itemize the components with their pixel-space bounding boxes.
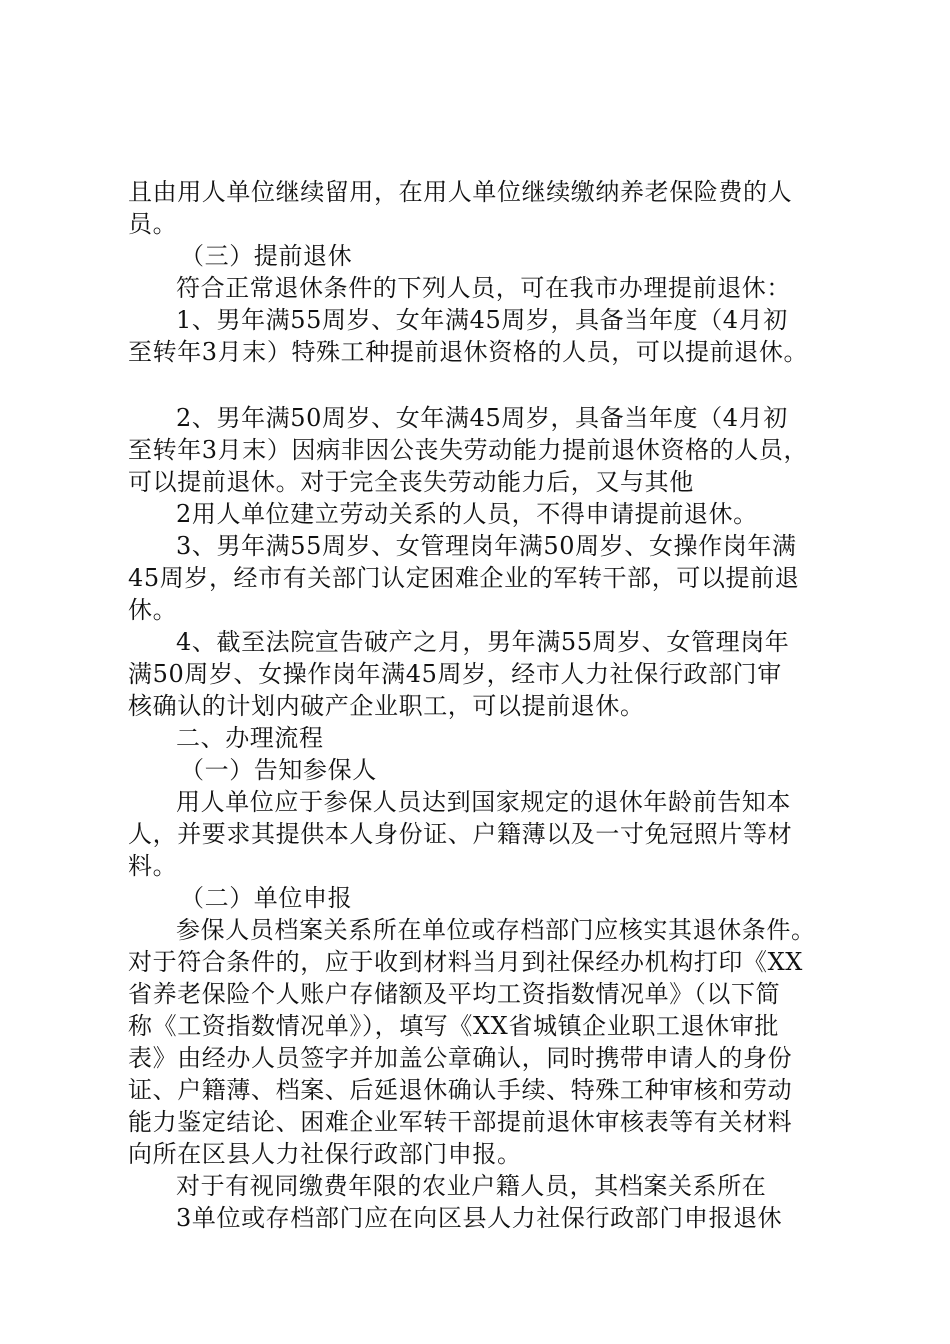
text-line: 至转年3月末）特殊工种提前退休资格的人员，可以提前退休。	[128, 338, 809, 366]
text-line: 省养老保险个人账户存储额及平均工资指数情况单》（以下简	[128, 980, 781, 1008]
list-item: 3、男年满55周岁、女管理岗年满50周岁、女操作岗年满	[176, 532, 797, 560]
list-item: 2、男年满50周岁、女年满45周岁，具备当年度（4月初	[176, 404, 788, 432]
text-line: 至转年3月末）因病非因公丧失劳动能力提前退休资格的人员，	[128, 436, 809, 464]
text-line: 称《工资指数情况单》），填写《XX省城镇企业职工退休审批	[128, 1012, 779, 1040]
text-line: 休。	[128, 596, 178, 624]
text-line: 3单位或存档部门应在向区县人力社保行政部门申报退休	[176, 1204, 783, 1232]
section-heading: （一）告知参保人	[180, 756, 377, 784]
text-line: 符合正常退休条件的下列人员，可在我市办理提前退休：	[176, 274, 791, 302]
text-line: 核确认的计划内破产企业职工，可以提前退休。	[128, 692, 645, 720]
text-line: 45周岁，经市有关部门认定困难企业的军转干部，可以提前退	[128, 564, 800, 592]
text-line: 满50周岁、女操作岗年满45周岁，经市人力社保行政部门审	[128, 660, 782, 688]
section-heading: （二）单位申报	[180, 884, 353, 912]
document-page	[128, 176, 830, 1234]
text-line: 员。	[128, 210, 178, 238]
text-line: 能力鉴定结论、困难企业军转干部提前退休审核表等有关材料	[128, 1108, 793, 1136]
text-line: 参保人员档案关系所在单位或存档部门应核实其退休条件。	[176, 916, 816, 944]
list-item: 4、截至法院宣告破产之月，男年满55周岁、女管理岗年	[176, 628, 790, 656]
section-heading: 二、办理流程	[176, 724, 324, 752]
text-line: 向所在区县人力社保行政部门申报。	[128, 1140, 522, 1168]
blank-line	[128, 368, 830, 402]
text-line: 对于符合条件的，应于收到材料当月到社保经办机构打印《XX	[128, 948, 803, 976]
text-line: 且由用人单位继续留用，在用人单位继续缴纳养老保险费的人	[128, 178, 793, 206]
text-line: 证、户籍薄、档案、后延退休确认手续、特殊工种审核和劳动	[128, 1076, 793, 1104]
section-heading: （三）提前退休	[180, 242, 353, 270]
text-line: 料。	[128, 852, 178, 880]
text-line: 对于有视同缴费年限的农业户籍人员，其档案关系所在	[176, 1172, 767, 1200]
text-line: 2用人单位建立劳动关系的人员，不得申请提前退休。	[176, 500, 758, 528]
text-line: 用人单位应于参保人员达到国家规定的退休年龄前告知本	[176, 788, 791, 816]
text-line: 人，并要求其提供本人身份证、户籍薄以及一寸免冠照片等材	[128, 820, 793, 848]
list-item: 1、男年满55周岁、女年满45周岁，具备当年度（4月初	[176, 306, 788, 334]
text-line: 可以提前退休。对于完全丧失劳动能力后，又与其他	[128, 468, 694, 496]
text-line: 表》由经办人员签字并加盖公章确认，同时携带申请人的身份	[128, 1044, 793, 1072]
